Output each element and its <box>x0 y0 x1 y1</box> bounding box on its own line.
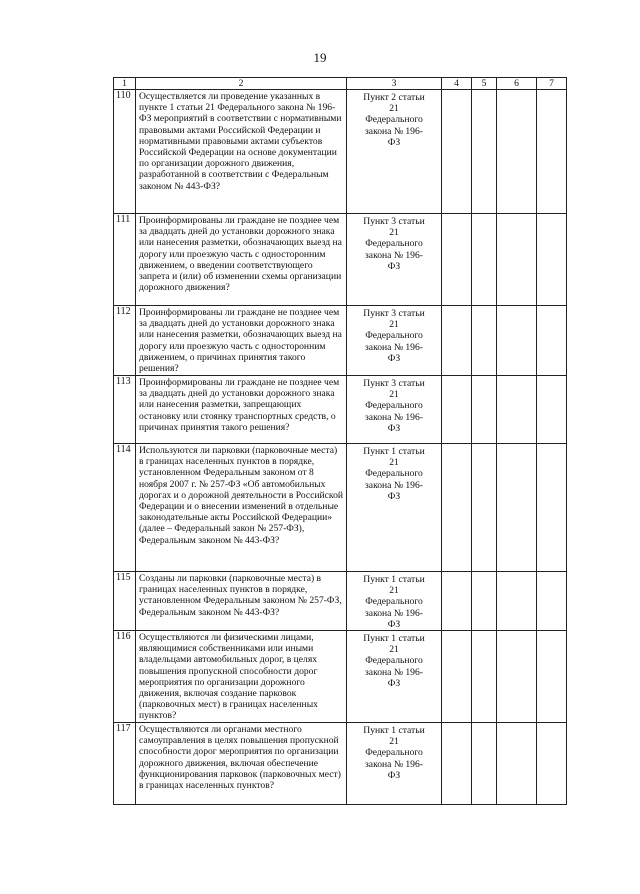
answer-cell <box>442 572 472 631</box>
question-text: Осуществляется ли проведение указанных в пункте 1 статьи 21 Федерального закона № 196-ФЗ мероприятий в соответствии с нормативными правовыми актами Российской Федерации и нормативными правовыми актами субъектов Российской Федерации на основе документации по организации дорожного движения, разработанной в соответствии с Федеральным законом № 443-ФЗ? <box>139 91 342 192</box>
answer-cell <box>472 723 497 805</box>
answer-cell <box>472 444 497 572</box>
answer-cell <box>442 306 472 376</box>
answer-cell <box>497 631 537 723</box>
table-row <box>114 723 567 805</box>
table-row <box>114 90 567 214</box>
table-row <box>114 444 567 572</box>
column-header: 2 <box>136 78 347 90</box>
answer-cell <box>442 723 472 805</box>
answer-cell <box>472 572 497 631</box>
legal-reference: Пункт 1 статьи 21 Федерального закона № 196-ФЗ <box>363 725 425 781</box>
checklist-table <box>113 77 567 805</box>
question-text: Проинформированы ли граждане не позднее чем за двадцать дней до установки дорожного знака или нанесения разметки, запрещающих остановку или стоянку транспортных средств, о причинах принятия такого решения? <box>139 377 340 433</box>
answer-cell <box>472 631 497 723</box>
answer-cell <box>537 572 567 631</box>
answer-cell <box>537 90 567 214</box>
answer-cell <box>442 444 472 572</box>
answer-cell <box>472 306 497 376</box>
answer-cell <box>442 214 472 306</box>
answer-cell <box>497 214 537 306</box>
answer-cell <box>537 631 567 723</box>
table-row <box>114 306 567 376</box>
answer-cell <box>537 444 567 572</box>
page-number: 19 <box>313 50 327 65</box>
column-header: 5 <box>472 78 497 90</box>
column-header: 7 <box>537 78 567 90</box>
question-text: Осуществляются ли органами местного самоуправления в целях повышения пропускной способности дорог мероприятия по организации дорожного движения, включая обеспечение функционирования парковок (парковочных мест) в границах населенных пунктов? <box>139 724 341 792</box>
answer-cell <box>537 214 567 306</box>
answer-cell <box>442 631 472 723</box>
answer-cell <box>497 723 537 805</box>
column-header: 4 <box>442 78 472 90</box>
answer-cell <box>497 376 537 444</box>
legal-reference: Пункт 1 статьи 21 Федерального закона № 196-ФЗ <box>363 574 425 630</box>
row-number: 117 <box>114 723 136 805</box>
table-row <box>114 376 567 444</box>
question-text: Осуществляются ли физическими лицами, являющимися собственниками или иными владельцами автомобильных дорог, в целях повышения пропускной способности дорог мероприятия по организации дорожного движения, включая создание парковок (парковочных мест) в границах населенных пунктов? <box>139 632 318 722</box>
row-number: 116 <box>114 631 136 723</box>
question-text: Созданы ли парковки (парковочные места) в границах населенных пунктов в порядке, установленном Федеральным законом № 257-ФЗ, Федеральным законом № 443-ФЗ? <box>139 573 342 618</box>
row-number: 114 <box>114 444 136 572</box>
answer-cell <box>537 306 567 376</box>
answer-cell <box>497 572 537 631</box>
table-row <box>114 631 567 723</box>
answer-cell <box>472 90 497 214</box>
legal-reference: Пункт 1 статьи 21 Федерального закона № 196-ФЗ <box>363 633 425 689</box>
answer-cell <box>442 90 472 214</box>
answer-cell <box>497 444 537 572</box>
row-number: 112 <box>114 306 136 376</box>
answer-cell <box>497 90 537 214</box>
row-number: 110 <box>114 90 136 214</box>
table-row <box>114 572 567 631</box>
legal-reference: Пункт 3 статьи 21 Федерального закона № 196-ФЗ <box>363 308 425 364</box>
answer-cell <box>472 376 497 444</box>
table-row <box>114 214 567 306</box>
answer-cell <box>537 723 567 805</box>
row-number: 113 <box>114 376 136 444</box>
answer-cell <box>537 376 567 444</box>
legal-reference: Пункт 3 статьи 21 Федерального закона № 196-ФЗ <box>363 378 425 434</box>
question-text: Проинформированы ли граждане не позднее чем за двадцать дней до установки дорожного знака или нанесения разметки, обозначающих выезд на дорогу или проезжую часть с односторонним движением, о причинах принятия такого решения? <box>139 307 342 375</box>
column-header: 6 <box>497 78 537 90</box>
header-row <box>114 78 567 90</box>
question-text: Проинформированы ли граждане не позднее чем за двадцать дней до установки дорожного знака или нанесения разметки, обозначающих выезд на дорогу или проезжую часть с односторонним движением, о введении соответствующего запрета и (или) об изменении схемы организации дорожного движения? <box>139 215 342 294</box>
question-text: Используются ли парковки (парковочные места) в границах населенных пунктов в порядке, установленном Федеральным законом от 8 ноября 2007 г. № 257-ФЗ «Об автомобильных дорогах и о дорожной деятельности в Российской Федерации и о внесении изменений в отдельные законодательные акты Российской Федерации» (далее – Федеральный закон № 257-ФЗ), Федеральным законом № 443-ФЗ? <box>139 445 344 546</box>
answer-cell <box>442 376 472 444</box>
row-number: 115 <box>114 572 136 631</box>
column-header: 1 <box>114 78 136 90</box>
row-number: 111 <box>114 214 136 306</box>
answer-cell <box>497 306 537 376</box>
legal-reference: Пункт 1 статьи 21 Федерального закона № 196-ФЗ <box>363 446 425 502</box>
column-header: 3 <box>347 78 442 90</box>
legal-reference: Пункт 3 статьи 21 Федерального закона № 196-ФЗ <box>363 216 425 272</box>
answer-cell <box>472 214 497 306</box>
legal-reference: Пункт 2 статьи 21 Федерального закона № 196-ФЗ <box>363 92 425 148</box>
